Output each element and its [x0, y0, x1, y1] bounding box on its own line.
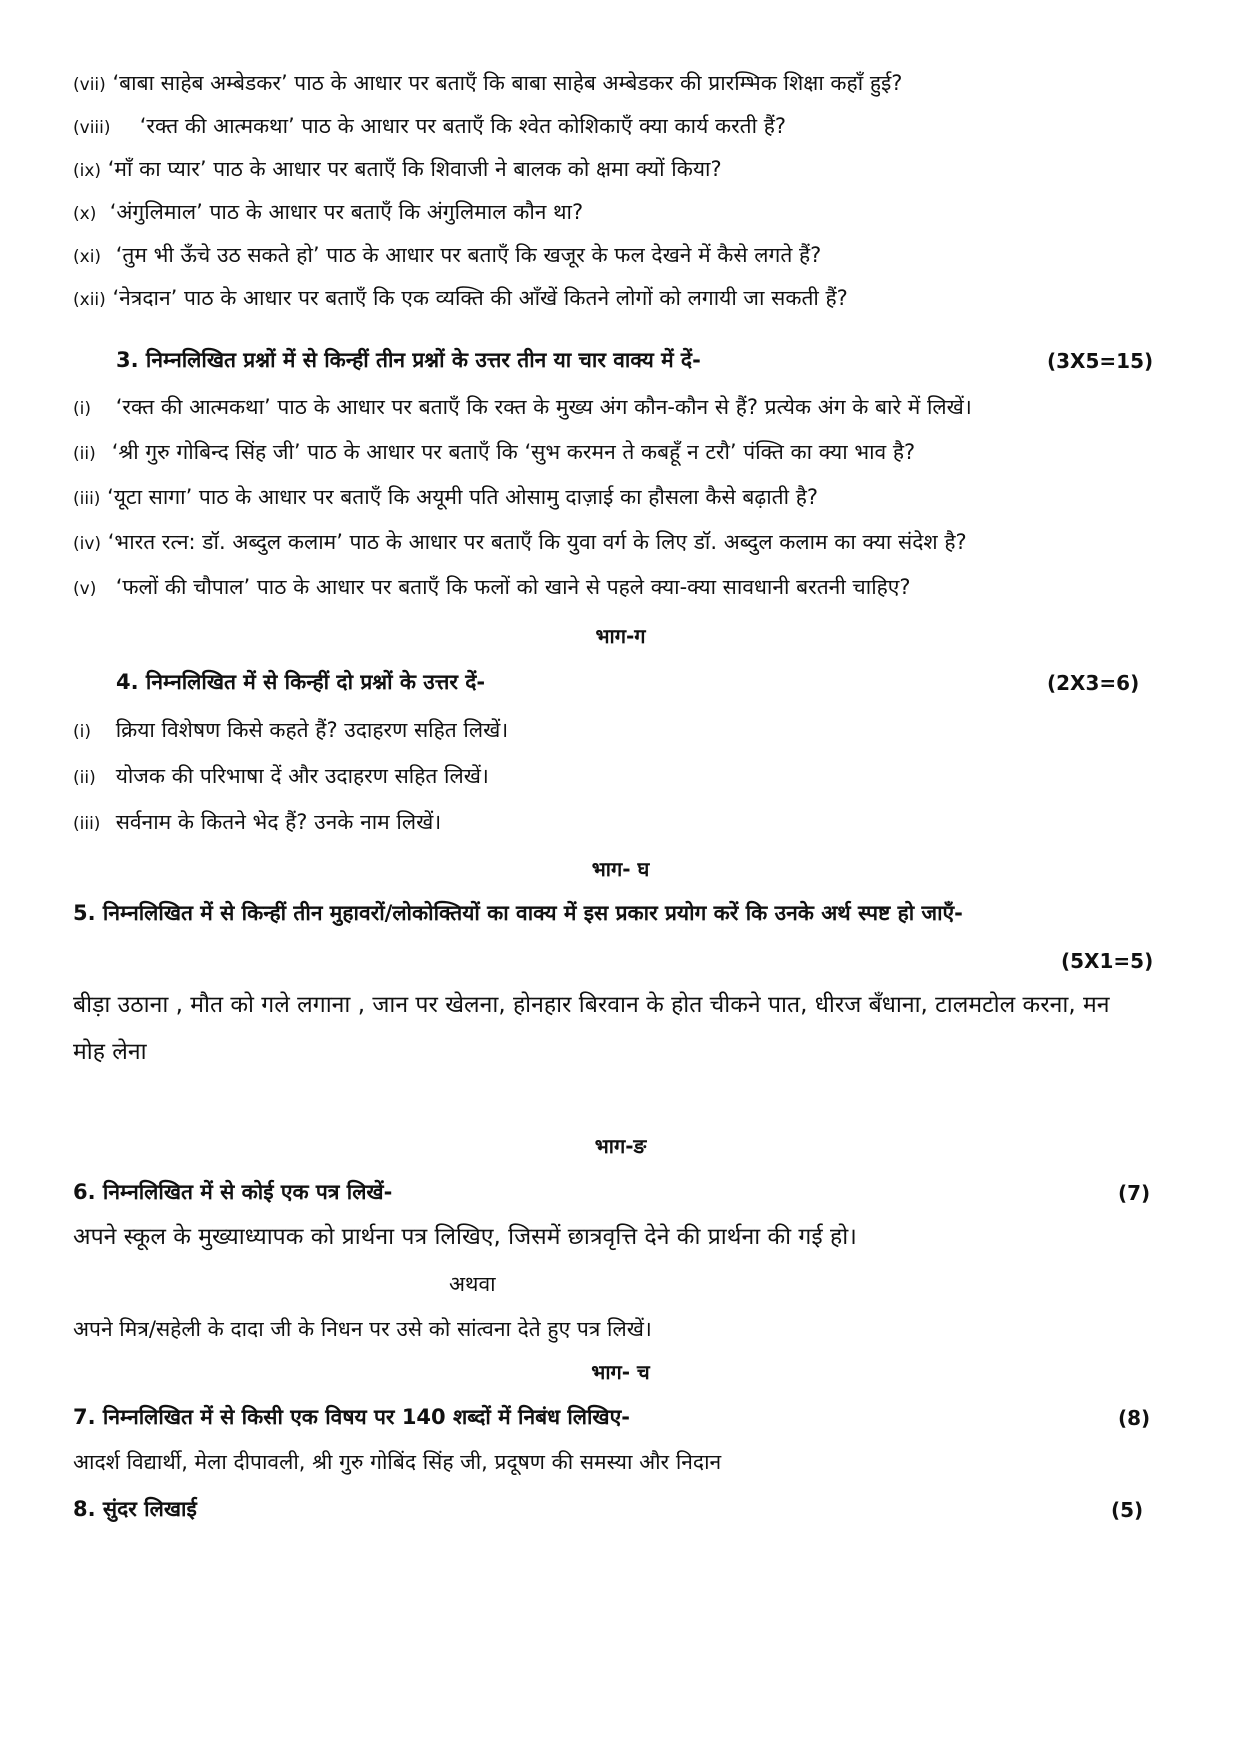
- q7-heading: 7. निम्नलिखित में से किसी एक विषय पर 140 शब्दों में निबंध लिखिए-: [73, 1405, 630, 1429]
- q5-idioms-line1: बीड़ा उठाना , मौत को गले लगाना , जान पर खेलना, होनहार बिरवान के होत चीकने पात, धीरज बँधाना, टालमटोल करना, मन: [73, 992, 1110, 1018]
- question-text: सर्वनाम के कितने भेद हैं? उनके नाम लिखें।: [115, 810, 442, 834]
- question-number: (iv): [73, 534, 102, 554]
- question-number: (iii): [73, 814, 101, 834]
- question-text: ‘माँ का प्यार’ पाठ के आधार पर बताएँ कि शिवाजी ने बालक को क्षमा क्यों किया?: [107, 157, 722, 181]
- question-number: (xii): [73, 290, 106, 310]
- section-heading-ga: भाग-ग: [595, 624, 646, 648]
- question-text: ‘भारत रत्न: डॉ. अब्दुल कलाम’ पाठ के आधार पर बताएँ कि युवा वर्ग के लिए डॉ. अब्दुल कलाम का क्या संदेश है?: [107, 530, 967, 554]
- question-number: (v): [73, 579, 97, 599]
- question-number: (viii): [73, 118, 111, 138]
- question-number: (ii): [73, 444, 96, 464]
- question-text: ‘रक्त की आत्मकथा’ पाठ के आधार पर बताएँ कि रक्त के मुख्य अंग कौन-कौन से हैं? प्रत्येक अंग के बारे में लिखें।: [115, 395, 972, 419]
- question-text: ‘फलों की चौपाल’ पाठ के आधार पर बताएँ कि फलों को खाने से पहले क्या-क्या सावधानी बरतनी चाहिए?: [115, 575, 911, 599]
- question-text: योजक की परिभाषा दें और उदाहरण सहित लिखें।: [115, 764, 489, 788]
- q8-marks: (5): [1111, 1498, 1144, 1522]
- question-xii: [73, 283, 848, 315]
- q3-item-v: [73, 572, 911, 604]
- question-text: ‘तुम भी ऊँचे उठ सकते हो’ पाठ के आधार पर बताएँ कि खजूर के फल देखने में कैसे लगते हैं?: [115, 243, 822, 267]
- q5-idioms-line2: मोह लेना: [73, 1039, 147, 1065]
- q6-marks: (7): [1118, 1181, 1151, 1205]
- section-heading-gha: भाग- घ: [591, 857, 650, 881]
- q5-heading: 5. निम्नलिखित में से किन्हीं तीन मुहावरों/लोकोक्तियों का वाक्य में इस प्रकार प्रयोग करें कि उनके अर्थ स्पष्ट हो जाएँ-: [73, 901, 963, 925]
- question-vii: [73, 68, 902, 100]
- question-ix: [73, 154, 722, 186]
- q4-item-i: [73, 715, 508, 747]
- q5-marks: (5X1=5): [1061, 949, 1154, 973]
- question-viii: [73, 111, 786, 143]
- question-text: ‘रक्त की आत्मकथा’ पाठ के आधार पर बताएँ कि श्वेत कोशिकाएँ क्या कार्य करती हैं?: [139, 114, 787, 138]
- q6-option-2: अपने मित्र/सहेली के दादा जी के निधन पर उसे को सांत्वना देते हुए पत्र लिखें।: [73, 1317, 652, 1341]
- question-text: क्रिया विशेषण किसे कहते हैं? उदाहरण सहित लिखें।: [115, 718, 509, 742]
- q3-item-ii: [73, 437, 915, 469]
- q3-item-iii: [73, 482, 818, 514]
- question-number: (iii): [73, 489, 101, 509]
- q4-item-ii: [73, 761, 489, 793]
- q7-marks: (8): [1118, 1406, 1151, 1430]
- question-text: ‘श्री गुरु गोबिन्द सिंह जी’ पाठ के आधार पर बताएँ कि ‘सुभ करमन ते कबहूँ न टरौ’ पंक्ति का क्या भाव है?: [111, 440, 916, 464]
- q7-topics: आदर्श विद्यार्थी, मेला दीपावली, श्री गुरु गोबिंद सिंह जी, प्रदूषण की समस्या और निदान: [73, 1450, 722, 1474]
- section-heading-cha: भाग- च: [591, 1360, 650, 1384]
- question-x: [73, 197, 583, 229]
- question-xi: [73, 240, 821, 272]
- q3-marks: (3X5=15): [1047, 349, 1154, 373]
- q4-item-iii: [73, 807, 441, 839]
- question-text: ‘अंगुलिमाल’ पाठ के आधार पर बताएँ कि अंगुलिमाल कौन था?: [109, 200, 584, 224]
- question-text: ‘बाबा साहेब अम्बेडकर’ पाठ के आधार पर बताएँ कि बाबा साहेब अम्बेडकर की प्रारम्भिक शिक्षा कहाँ हुई?: [112, 71, 903, 95]
- q3-item-iv: [73, 527, 967, 559]
- question-number: (i): [73, 399, 91, 419]
- question-text: ‘नेत्रदान’ पाठ के आधार पर बताएँ कि एक व्यक्ति की आँखें कितने लोगों को लगायी जा सकती हैं?: [112, 286, 848, 310]
- section-heading-nga: भाग-ङ: [594, 1134, 647, 1158]
- q6-heading: 6. निम्नलिखित में से कोई एक पत्र लिखें-: [73, 1180, 393, 1204]
- q3-item-i: [73, 392, 972, 424]
- question-number: (i): [73, 722, 91, 742]
- question-number: (x): [73, 204, 97, 224]
- question-number: (ix): [73, 161, 102, 181]
- question-text: ‘यूटा सागा’ पाठ के आधार पर बताएँ कि अयूमी पति ओसामु दाज़ाई का हौसला कैसे बढ़ाती है?: [107, 485, 819, 509]
- question-number: (xi): [73, 247, 102, 267]
- q4-marks: (2X3=6): [1047, 671, 1140, 695]
- q4-heading: 4. निम्नलिखित में से किन्हीं दो प्रश्नों के उत्तर दें-: [116, 670, 486, 694]
- q3-heading: 3. निम्नलिखित प्रश्नों में से किन्हीं तीन प्रश्नों के उत्तर तीन या चार वाक्य में दें-: [116, 348, 701, 372]
- question-number: (ii): [73, 768, 96, 788]
- q8-heading: 8. सुंदर लिखाई: [73, 1497, 197, 1521]
- question-number: (vii): [73, 75, 106, 95]
- q6-option-1: अपने स्कूल के मुख्याध्यापक को प्रार्थना पत्र लिखिए, जिसमें छात्रवृत्ति देने की प्रार्थना की गई हो।: [73, 1224, 857, 1250]
- q6-or-text: अथवा: [449, 1272, 496, 1296]
